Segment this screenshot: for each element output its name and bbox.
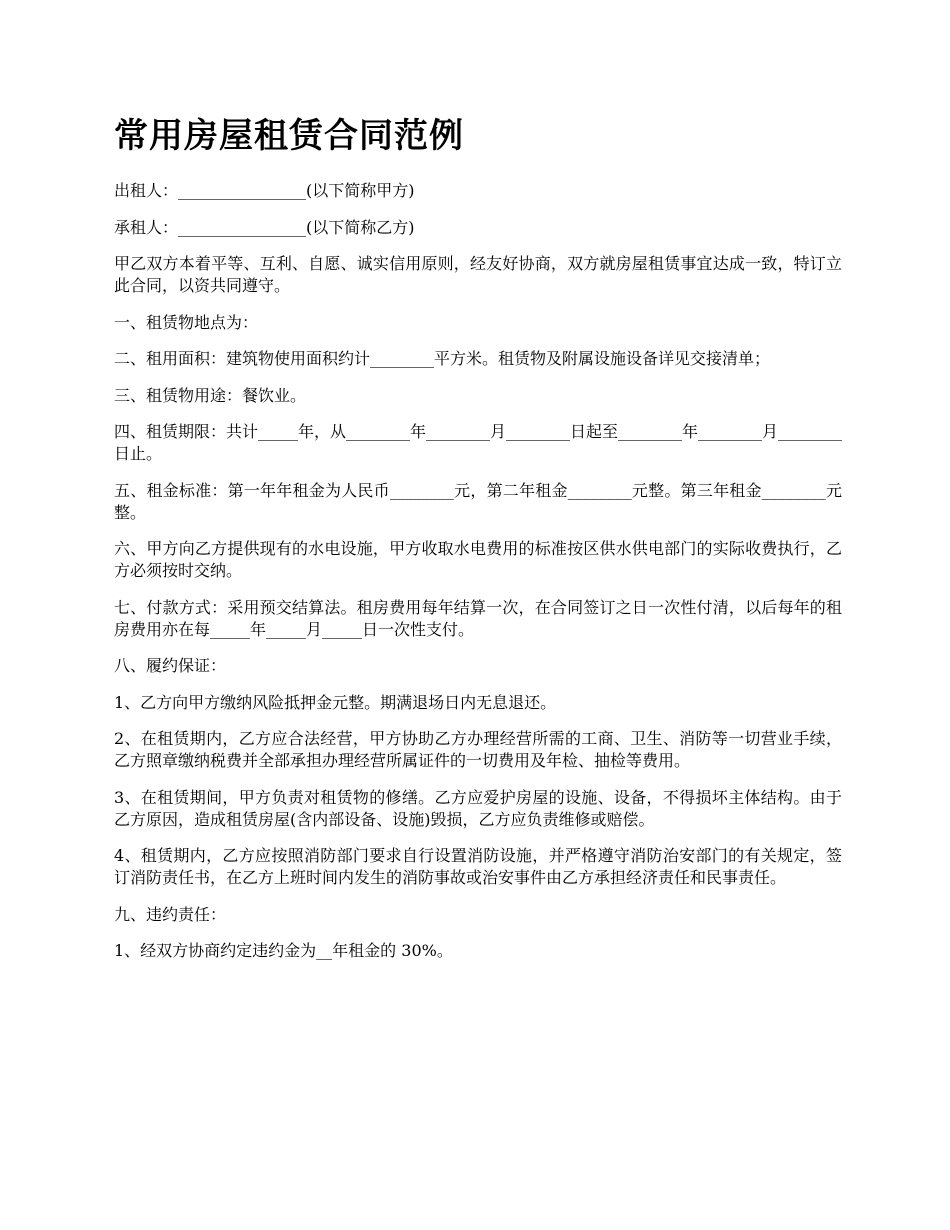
document-title: 常用房屋租赁合同范例 [114,116,464,156]
paragraph-preamble: 甲乙双方本着平等、互利、自愿、诚实信用原则，经友好协商，双方就房屋租赁事宜达成一致，特订立此合同，以资共同遵守。 [114,254,842,295]
paragraph-clause-2: 二、租用面积：建筑物使用面积约计________平方米。租赁物及附属设施设备详见交接清单； [114,349,771,368]
paragraph-clause-7: 七、付款方式：采用预交结算法。租房费用每年结算一次，在合同签订之日一次性付清，以后每年的租房费用亦在每_____年_____月_____日一次性支付。 [114,597,842,639]
paragraph-clause-8: 八、履约保证： [114,656,227,675]
document-body [114,180,842,977]
paragraph-clause-1: 一、租赁物地点为： [114,312,259,332]
paragraph-clause-6: 六、甲方向乙方提供现有的水电设施，甲方收取水电费用的标准按区供水供电部门的实际收费执行，乙方必须按时交纳。 [114,539,842,580]
paragraph-clause-5: 五、租金标准：第一年年租金为人民币________元，第二年租金________元整。第三年租金________元整。 [114,480,842,522]
paragraph-clause-8-item-3: 3、在租赁期间，甲方负责对租赁物的修缮。乙方应爱护房屋的设施、设备，不得损坏主体结构。由于乙方原因，造成租赁房屋(含内部设备、设施)毁损，乙方应负责维修或赔偿。 [114,787,842,829]
paragraph-clause-9-item-1: 1、经双方协商约定违约金为__年租金的 30%。 [114,941,453,960]
paragraph-lessor: 出租人：________________(以下简称甲方) [114,181,415,200]
paragraph-clause-9: 九、违约责任： [114,904,227,924]
paragraph-clause-8-item-2: 2、在租赁期内，乙方应合法经营，甲方协助乙方办理经营所需的工商、卫生、消防等一切营业手续，乙方照章缴纳税费并全部承担办理经营所属证件的一切费用及年检、抽检等费用。 [114,729,842,770]
paragraph-clause-8-item-4: 4、租赁期内，乙方应按照消防部门要求自行设置消防设施，并严格遵守消防治安部门的有关规定，签订消防责任书，在乙方上班时间内发生的消防事故或治安事件由乙方承担经济责任和民事责任。 [114,846,842,887]
paragraph-clause-4: 四、租赁期限：共计_____年，从________年________月________日起至________年________月________日止。 [114,422,843,463]
paragraph-lessee: 承租人：________________(以下简称乙方) [114,217,415,237]
paragraph-clause-3: 三、租赁物用途：餐饮业。 [114,385,307,405]
paragraph-clause-8-item-1: 1、乙方向甲方缴纳风险抵押金元整。期满退场日内无息退还。 [114,692,557,712]
